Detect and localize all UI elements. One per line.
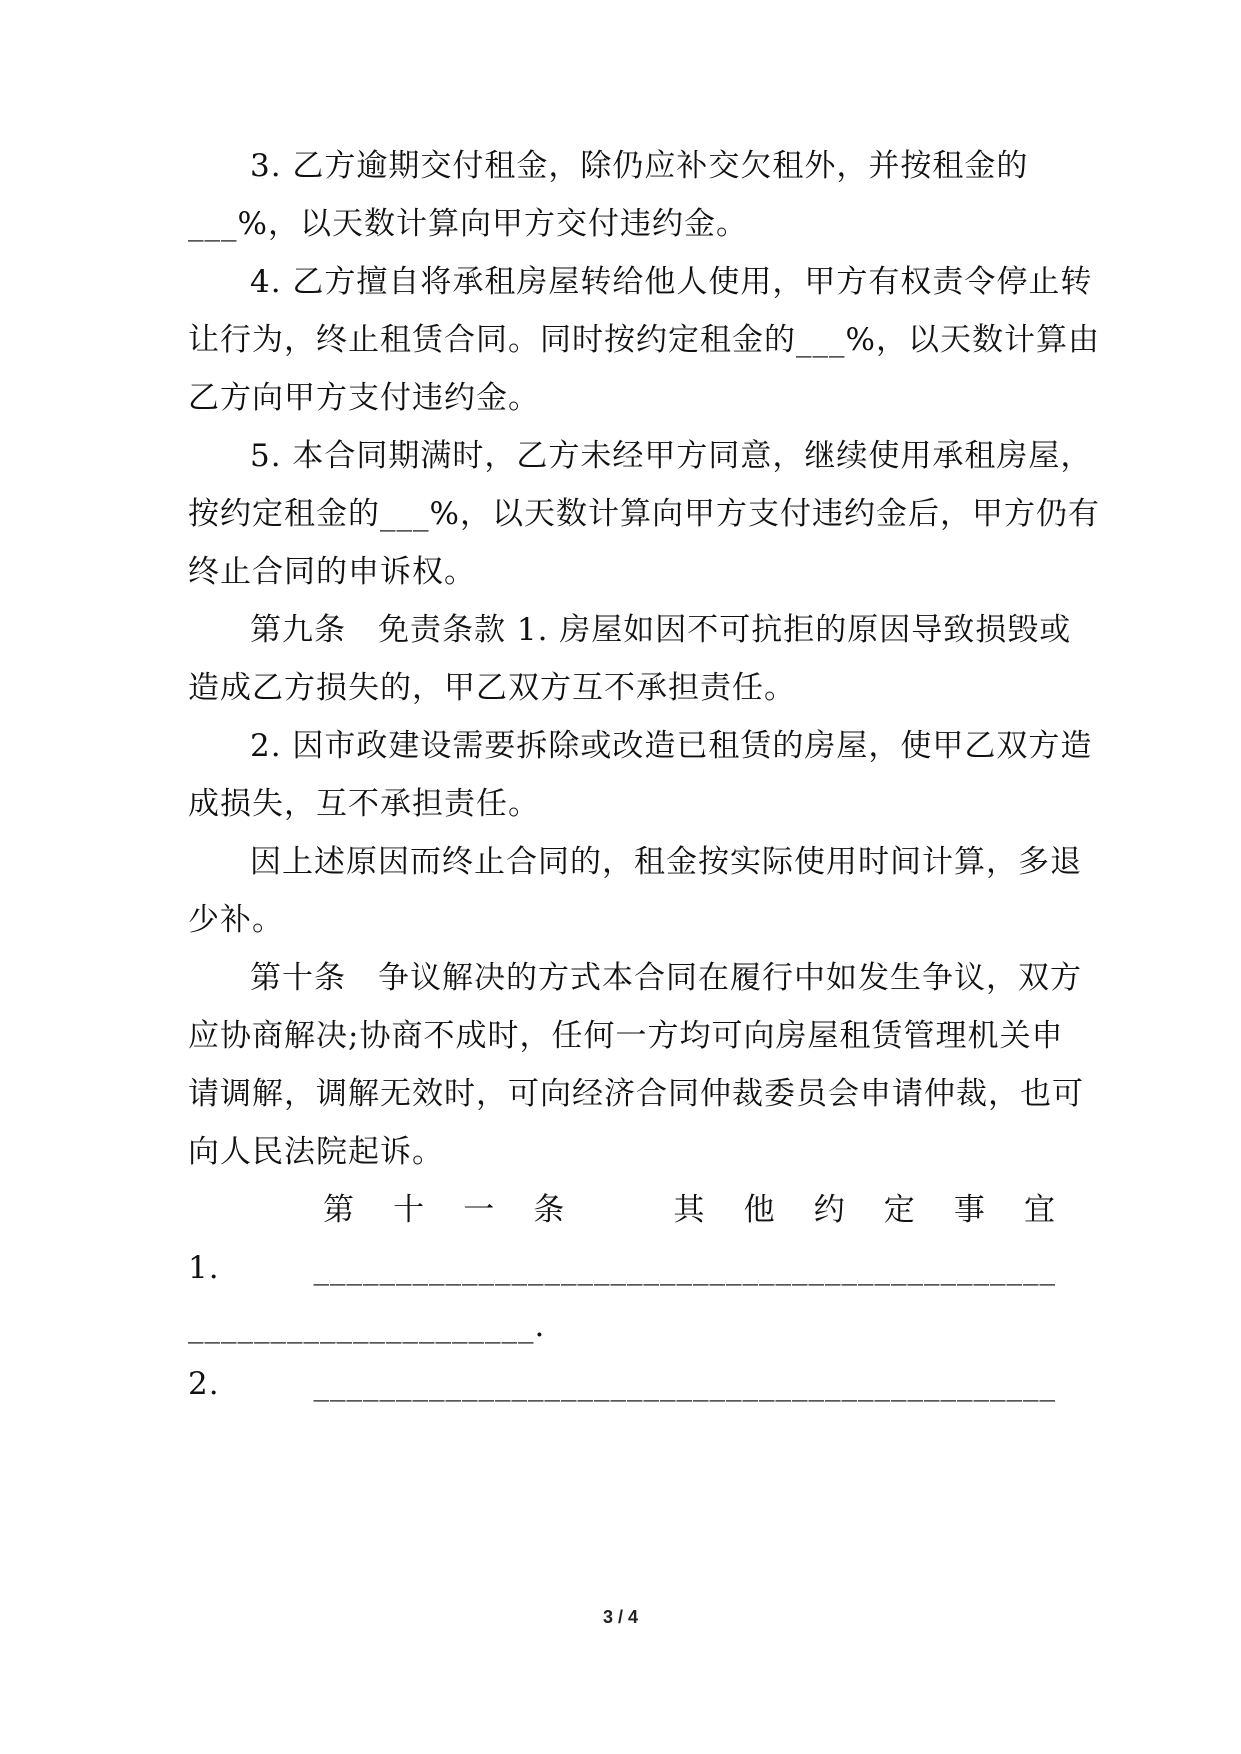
paragraph-line: 按约定租金的___%，以天数计算向甲方支付违约金后，甲方仍有 bbox=[188, 496, 1100, 532]
paragraph-line: 5. 本合同期满时，乙方未经甲方同意，继续使用承租房屋， bbox=[250, 438, 1093, 474]
section-heading-line: 第九条 免责条款 1. 房屋如因不可抗拒的原因导致损毁或 bbox=[250, 612, 1072, 648]
paragraph-line: ___%，以天数计算向甲方交付违约金。 bbox=[188, 206, 748, 242]
paragraph-line: 让行为，终止租赁合同。同时按约定租金的___%，以天数计算由 bbox=[188, 322, 1100, 358]
section-heading-line: 第十一条 其他约定事宜 bbox=[323, 1192, 1056, 1228]
paragraph-line: 造成乙方损失的，甲乙双方互不承担责任。 bbox=[188, 670, 796, 706]
paragraph-line: 3. 乙方逾期交付租金，除仍应补交欠租外，并按租金的 bbox=[250, 148, 1029, 184]
paragraph-line: 终止合同的申诉权。 bbox=[188, 554, 476, 590]
paragraph-line: 成损失，互不承担责任。 bbox=[188, 786, 540, 822]
blank-item-line: _____________________. bbox=[188, 1308, 546, 1344]
section-heading-line: 第十条 争议解决的方式本合同在履行中如发生争议，双方 bbox=[250, 960, 1082, 996]
page-number: 3 / 4 bbox=[602, 1607, 639, 1627]
paragraph-line: 少补。 bbox=[188, 902, 284, 938]
paragraph-line: 应协商解决;协商不成时，任何一方均可向房屋租赁管理机关申 bbox=[188, 1018, 1064, 1054]
paragraph-line: 向人民法院起诉。 bbox=[188, 1134, 444, 1170]
blank-item-line: 2. _____________________________________________ bbox=[188, 1366, 1056, 1402]
paragraph-line: 2. 因市政建设需要拆除或改造已租赁的房屋，使甲乙双方造 bbox=[250, 728, 1093, 764]
paragraph-line: 因上述原因而终止合同的，租金按实际使用时间计算，多退 bbox=[250, 844, 1082, 880]
paragraph-line: 请调解，调解无效时，可向经济合同仲裁委员会申请仲裁，也可 bbox=[188, 1076, 1084, 1112]
blank-item-line: 1. _____________________________________________ bbox=[188, 1250, 1056, 1286]
paragraph-line: 乙方向甲方支付违约金。 bbox=[188, 380, 540, 416]
paragraph-line: 4. 乙方擅自将承租房屋转给他人使用，甲方有权责令停止转 bbox=[250, 264, 1093, 300]
